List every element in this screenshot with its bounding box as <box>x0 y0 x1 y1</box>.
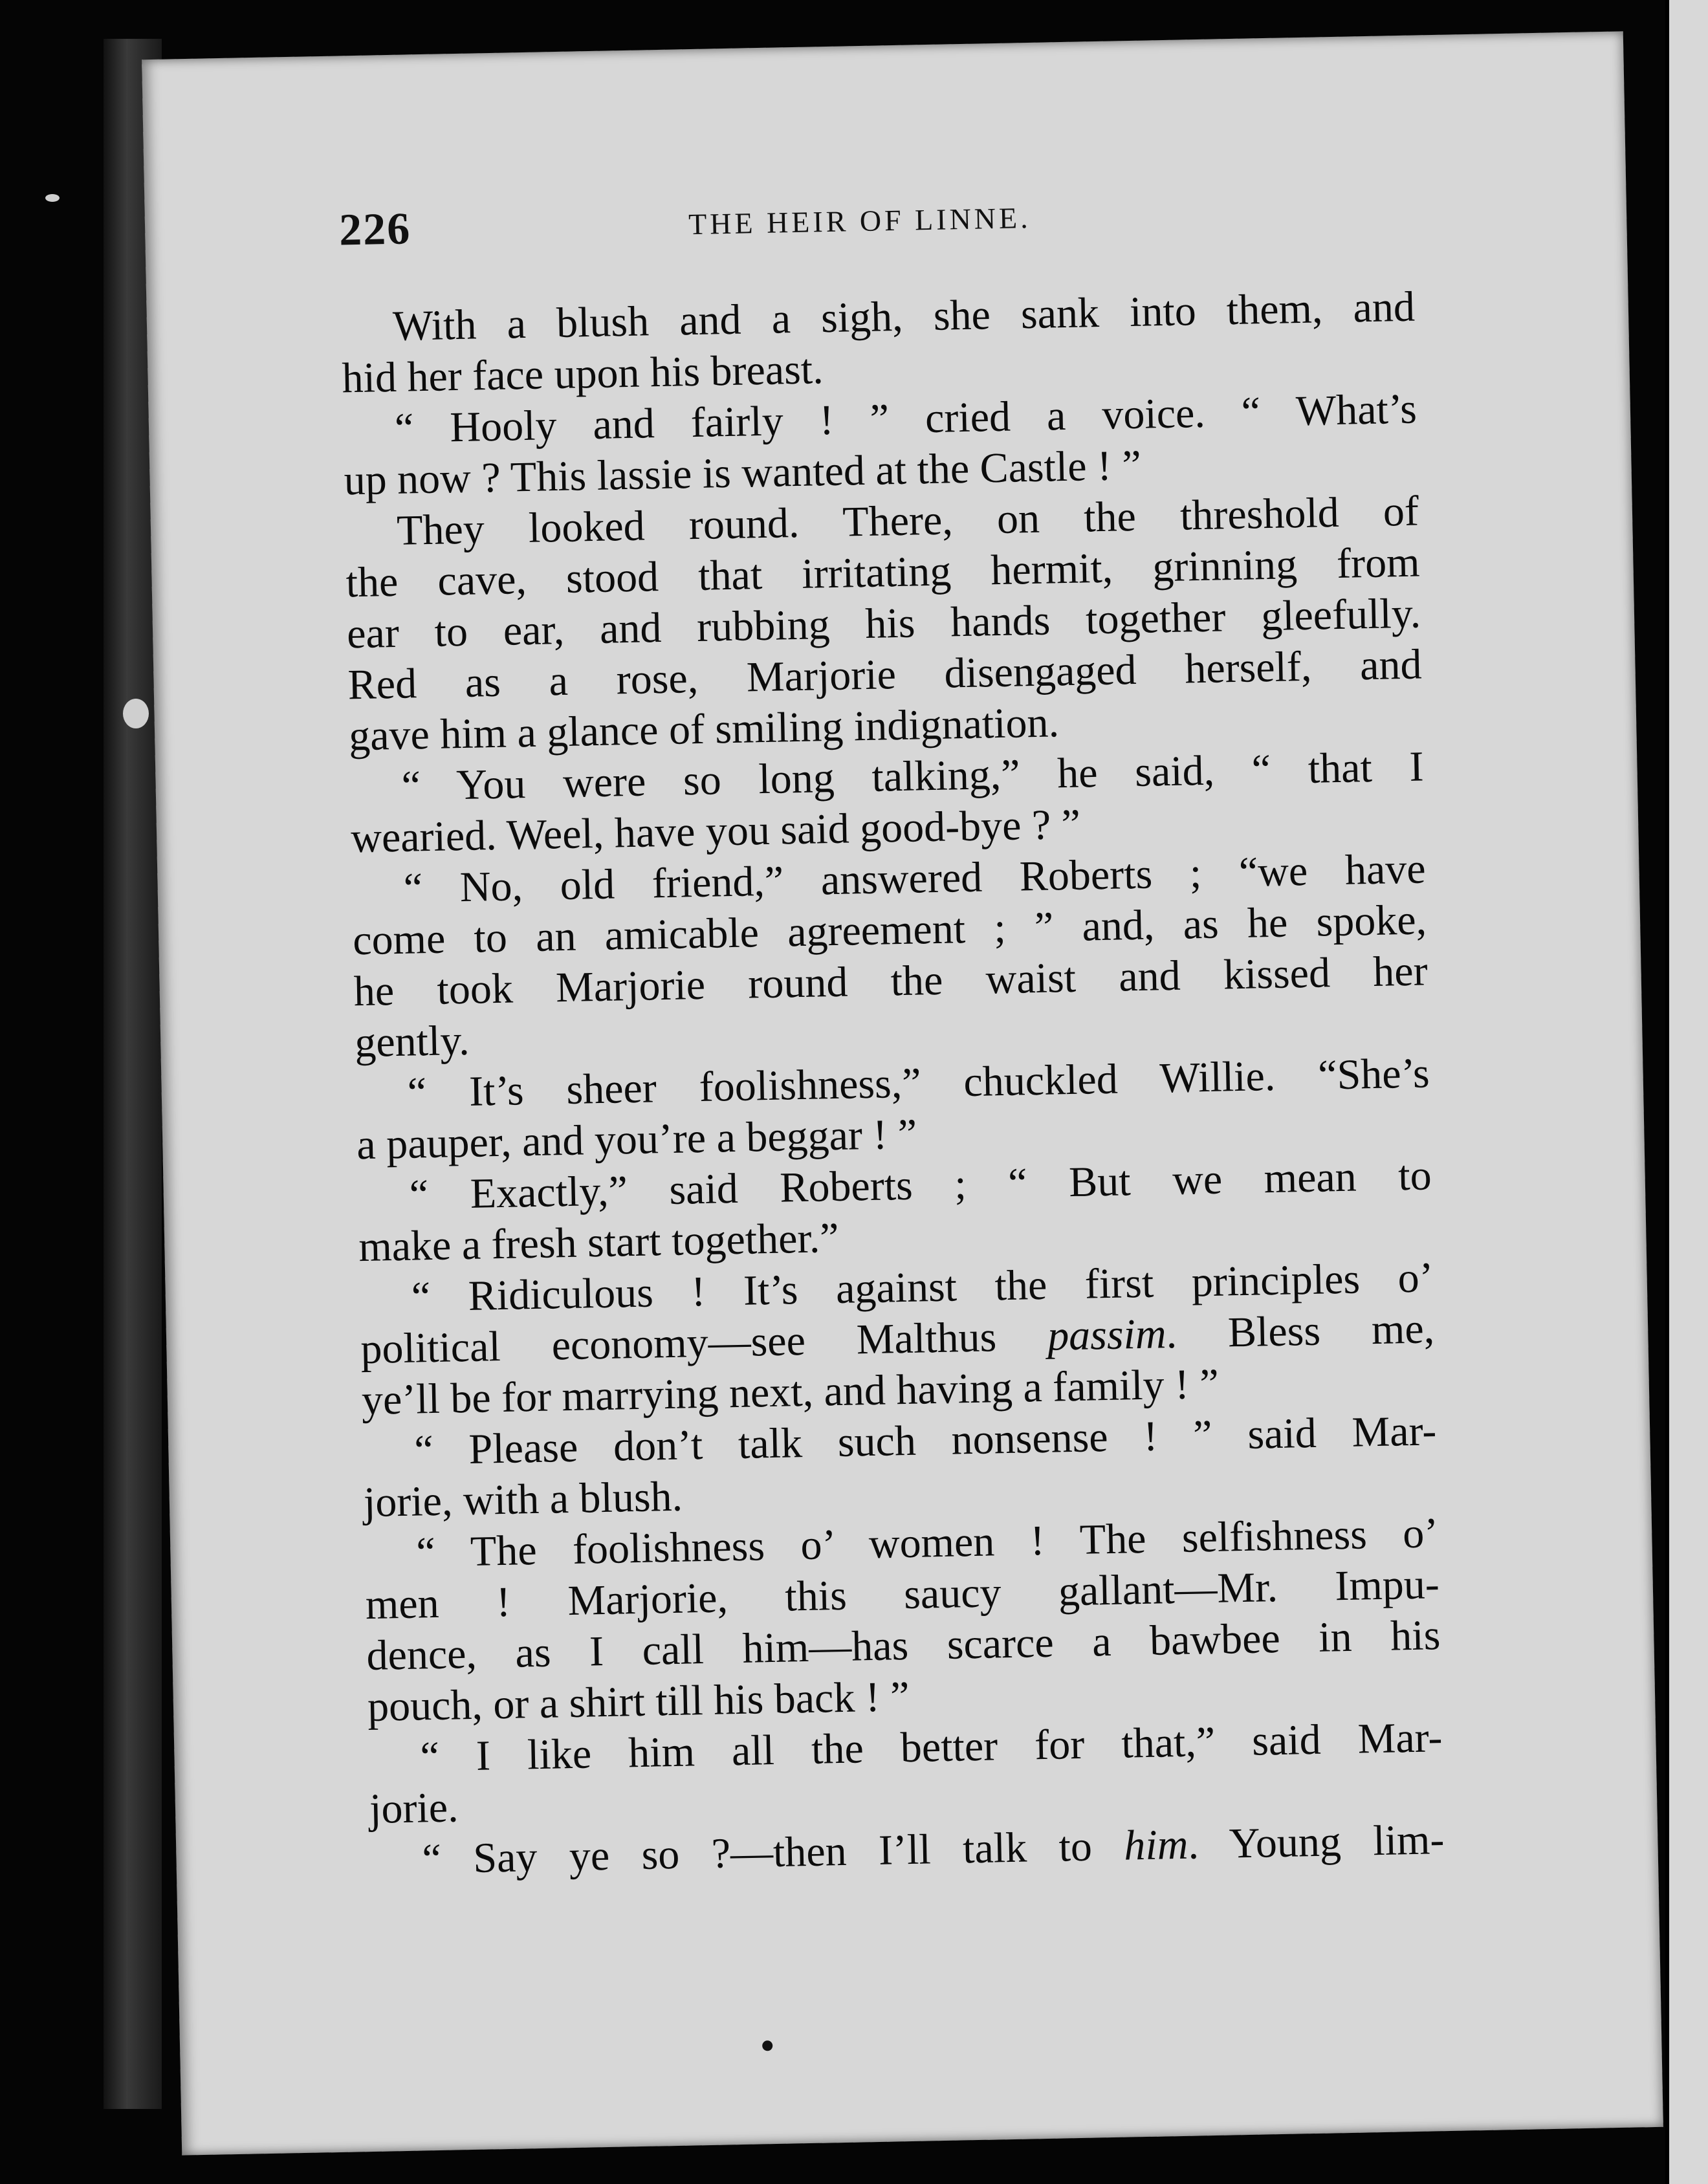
text-line: They looked round. There, on the threshold of <box>396 487 1419 554</box>
page-header <box>338 180 1601 282</box>
text-line: “ Exactly,” said Roberts ; “ But we mean to <box>409 1152 1432 1219</box>
text-line: “ Hooly and fairly ! ” cried a voice. “ What’s <box>394 385 1418 452</box>
opposite-page-edge <box>1665 0 1708 2184</box>
text-line-segment: “ Say ye so ?—then I’ll talk to <box>421 1822 1125 1883</box>
text-line-segment: . Young lim- <box>1187 1816 1445 1868</box>
text-line: jorie, with a blush. <box>363 1472 683 1527</box>
page-content <box>338 180 1632 1886</box>
text-line: ye’ll be for marrying next, and having a family ! ” <box>361 1360 1220 1425</box>
text-line-segment: . Bless me, <box>1165 1305 1435 1358</box>
text-line: “ I like him all the better for that,” said Mar- <box>419 1714 1443 1781</box>
text-line: “ Please don’t talk such nonsense ! ” said Mar- <box>413 1407 1437 1474</box>
italic-word: passim <box>1047 1310 1167 1360</box>
text-line: he took Marjorie round the waist and kissed her <box>353 947 1429 1016</box>
text-line: “ You were so long talking,” he said, “ that I <box>401 743 1425 810</box>
text-line: up now ? This lassie is wanted at the Castle ! ” <box>343 441 1142 505</box>
text-line: men ! Marjorie, this saucy gallant—Mr. Impu- <box>365 1560 1440 1629</box>
text-line: wearied. Weel, have you said good-bye ? ” <box>350 800 1081 862</box>
text-line: “ Ridiculous ! It’s against the first principles o’ <box>411 1254 1434 1321</box>
text-line: the cave, stood that irritating hermit, grinning from <box>345 538 1421 607</box>
book-page <box>142 31 1663 2155</box>
text-line: come to an amicable agreement ; ” and, as he spoke, <box>352 896 1427 965</box>
body-text <box>340 278 1632 1886</box>
text-line: pouch, or a shirt till his back ! ” <box>367 1672 910 1731</box>
text-line: With a blush and a sigh, she sank into them, and <box>392 283 1416 350</box>
scan-speck <box>45 194 60 202</box>
text-line: gently. <box>354 1016 470 1067</box>
text-line: Red as a rose, Marjorie disengaged herself, and <box>347 640 1423 709</box>
text-line: “ No, old friend,” answered Roberts ; “we have <box>403 845 1427 912</box>
text-line: jorie. <box>369 1784 459 1833</box>
page-number: 226 <box>338 204 411 256</box>
text-line: “ It’s sheer foolishness,” chuckled Willie. “She’s <box>407 1049 1430 1117</box>
running-head: THE HEIR OF LINNE. <box>688 201 1032 241</box>
scan-speck <box>123 699 149 728</box>
text-line-segment: political economy—see Malthus <box>360 1312 1048 1373</box>
ink-dot <box>762 2040 772 2051</box>
text-line: ear to ear, and rubbing his hands together gleefully. <box>346 589 1421 658</box>
text-line: a pauper, and you’re a beggar ! ” <box>356 1110 917 1169</box>
text-line: gave him a glance of smiling indignation. <box>348 699 1060 760</box>
text-line: hid her face upon his breast. <box>341 345 824 402</box>
text-line: “ The foolishness o’ women ! The selfishness o’ <box>415 1509 1439 1577</box>
text-line: dence, as I call him—has scarce a bawbee in his <box>366 1611 1441 1680</box>
text-line: make a fresh start together.” <box>358 1214 840 1271</box>
italic-word: him <box>1123 1820 1189 1870</box>
